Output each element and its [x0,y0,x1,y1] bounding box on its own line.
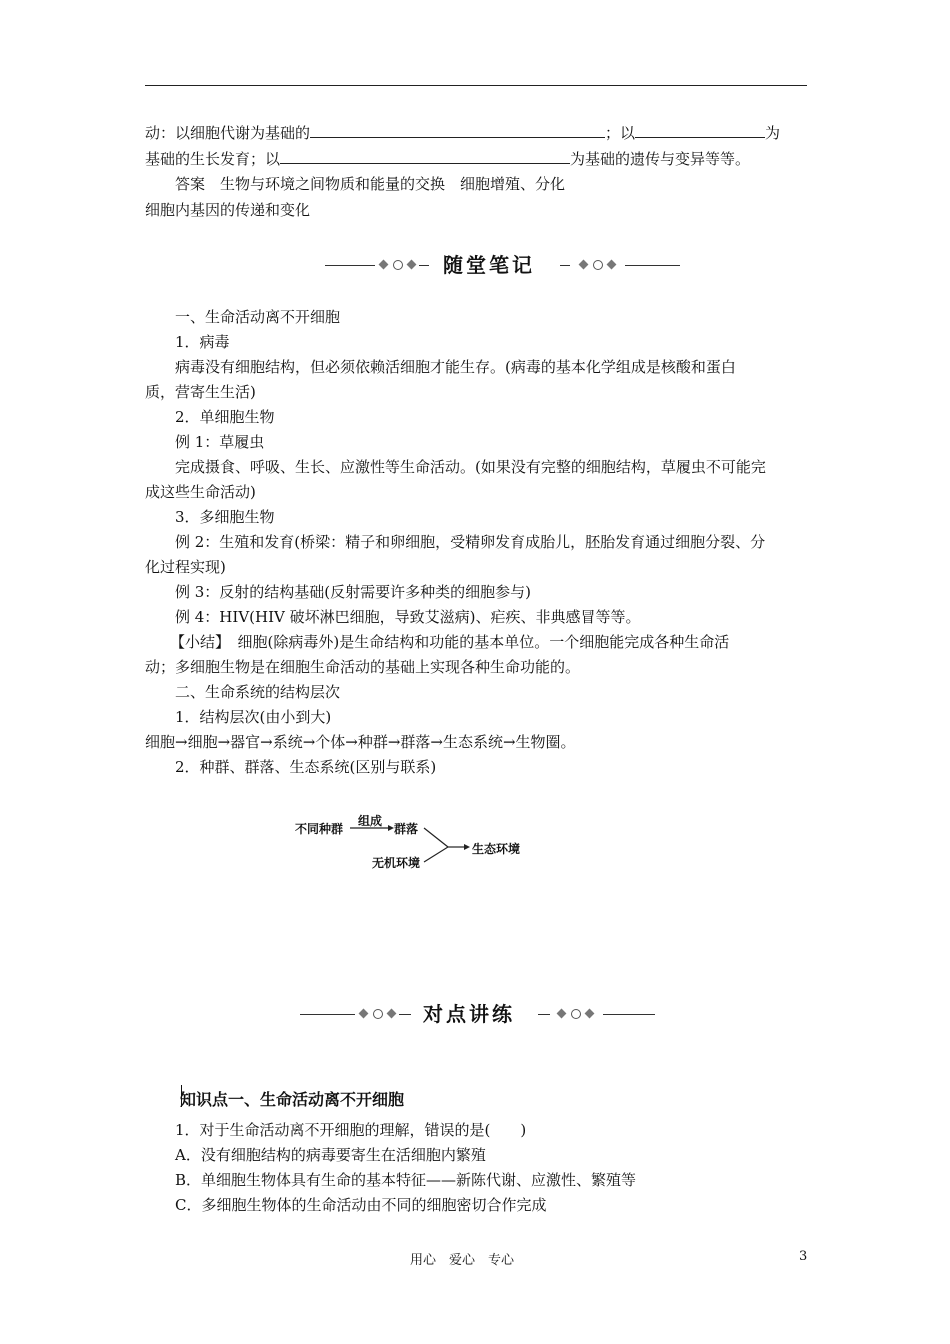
ring-ornament-icon [571,1009,581,1019]
section-header-notes [325,250,680,280]
option-b: B．单细胞生物体具有生命的基本特征——新陈代谢、应激性、繁殖等 [175,1171,637,1189]
summary: 动；多细胞生物是在细胞生命活动的基础上实现各种生命功能的。 [145,658,581,676]
answer-line-1: 答案 生物与环境之间物质和能量的交换 细胞增殖、分化 [175,175,566,193]
diamond-ornament-icon [407,260,417,270]
example: 化过程实现) [145,558,226,576]
ecosystem-diagram [290,810,550,880]
ecosystem-label: 生态环境 [472,842,521,856]
intro-text: 基础的生长发育；以 [145,150,281,168]
diamond-ornament-icon [359,1009,369,1019]
diamond-ornament-icon [387,1009,397,1019]
subheading: 1．病毒 [175,333,230,351]
compose-label: 组成 [358,814,383,828]
hierarchy-chain: 细胞→细胞→器官→系统→个体→种群→群落→生态系统→生物圈。 [145,733,576,751]
heading-2: 二、生命系统的结构层次 [175,683,341,701]
subheading: 2．单细胞生物 [175,408,275,426]
question: 1．对于生命活动离不开细胞的理解，错误的是( ) [175,1121,527,1139]
answer-line-2: 细胞内基因的传递和变化 [145,201,311,219]
section-title: 对点讲练 [423,1002,515,1026]
intro-text: 动：以细胞代谢为基础的 [145,124,311,142]
example: 例 4：HIV(HIV 破坏淋巴细胞，导致艾滋病)、疟疾、非典感冒等等。 [175,608,641,626]
header-rule [145,85,807,86]
example: 例 3：反射的结构基础(反射需要许多种类的细胞参与) [175,583,532,601]
heading-1: 一、生命活动离不开细胞 [175,308,341,326]
ring-ornament-icon [373,1009,383,1019]
example: 例 2：生殖和发育(桥梁：精子和卵细胞，受精卵发育成胎儿，胚胎发育通过细胞分裂、分 [175,533,766,551]
option-a: A．没有细胞结构的病毒要寄生在活细胞内繁殖 [175,1146,486,1164]
subheading: 3．多细胞生物 [175,508,275,526]
summary: 【小结】 细胞(除病毒外)是生命结构和功能的基本单位。一个细胞能完成各种生命活 [170,633,730,651]
diagram-arrows [290,810,550,880]
intro-text: 为基础的遗传与变异等等。 [570,150,751,168]
example: 例 1：草履虫 [175,433,265,451]
arrow-head-icon [464,844,470,850]
footer-slogan: 用心 爱心 专心 [410,1253,515,1268]
section-header-practice [300,999,655,1029]
intro-line-1 [145,122,810,143]
ring-ornament-icon [393,260,403,270]
community-label: 群落 [394,822,419,836]
inorganic-label: 无机环境 [372,856,421,870]
knowledge-point-title: 知识点一、生命活动离不开细胞 [180,1090,405,1109]
subheading: 1．结构层次(由小到大) [175,708,332,726]
diamond-ornament-icon [585,1009,595,1019]
section-title: 随堂笔记 [443,253,535,277]
page-number: 3 [799,1249,808,1264]
arrow-head-icon [388,825,394,831]
answer-blank [635,122,765,138]
intro-line-2 [145,148,810,169]
diamond-ornament-icon [379,260,389,270]
species-label: 不同种群 [295,822,344,836]
answer-blank [280,148,570,164]
paragraph: 成这些生命活动) [145,483,256,501]
diamond-ornament-icon [579,260,589,270]
paragraph: 质，营寄生生活) [145,383,256,401]
paragraph: 完成摄食、呼吸、生长、应激性等生命活动。(如果没有完整的细胞结构，草履虫不可能完 [175,458,766,476]
answer-blank [310,122,605,138]
ring-ornament-icon [593,260,603,270]
option-c: C．多细胞生物体的生命活动由不同的细胞密切合作完成 [175,1196,547,1214]
bracket-line [424,828,448,862]
intro-text: 为 [765,124,781,142]
paragraph: 病毒没有细胞结构，但必须依赖活细胞才能生存。(病毒的基本化学组成是核酸和蛋白 [175,358,736,376]
subheading: 2．种群、群落、生态系统(区别与联系) [175,758,437,776]
intro-text: ；以 [605,124,636,142]
diamond-ornament-icon [607,260,617,270]
diamond-ornament-icon [557,1009,567,1019]
